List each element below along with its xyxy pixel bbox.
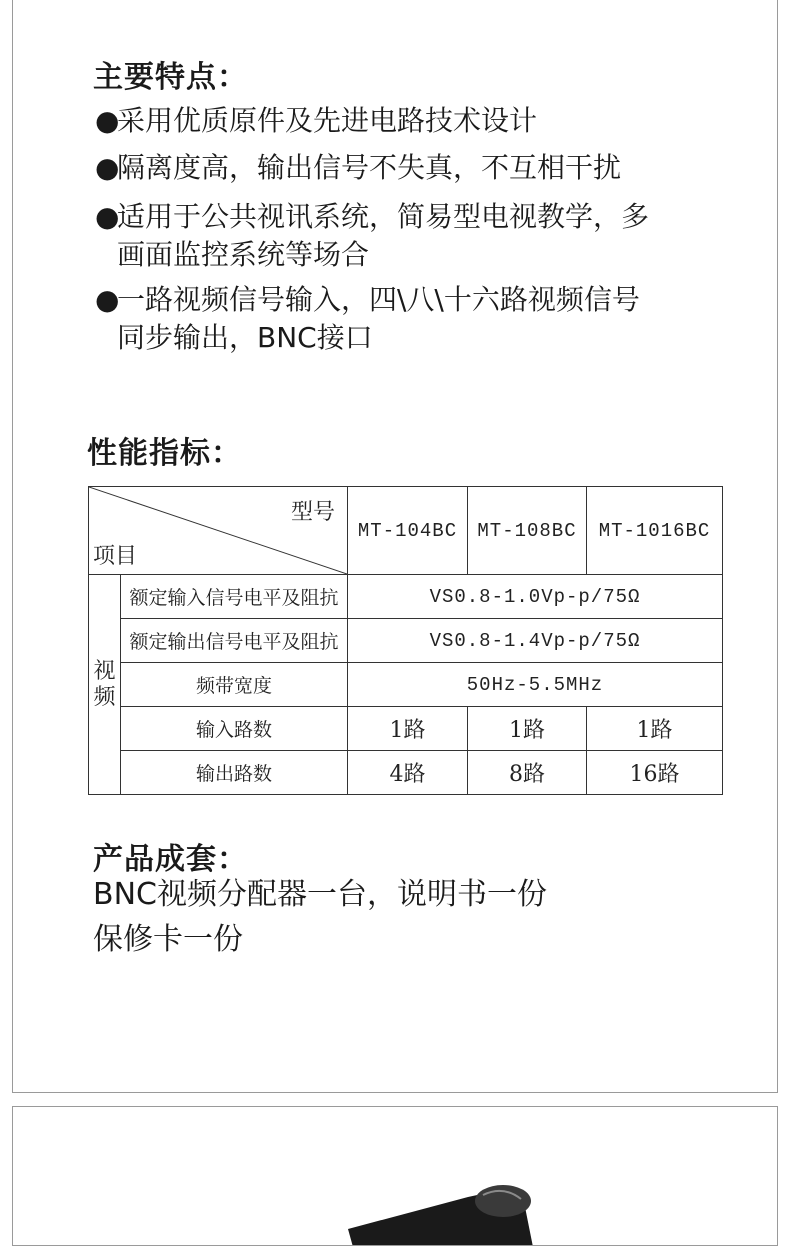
row-value: 50Hz-5.5MHz (348, 663, 723, 707)
package-title: 产品成套： (93, 842, 248, 877)
bullet-icon: ● (95, 104, 120, 137)
table-row (89, 619, 723, 663)
row-label: 输入路数 (121, 707, 348, 751)
features-title: 主要特点： (93, 60, 248, 95)
row-label: 频带宽度 (121, 663, 348, 707)
category-cell (89, 575, 121, 795)
table-row (89, 707, 723, 751)
row-label: 额定输入信号电平及阻抗 (121, 575, 348, 619)
row-value: 4路 (348, 751, 468, 795)
feature-text: 采用优质原件及先进电路技术设计 (117, 104, 538, 137)
row-value: 1路 (468, 707, 587, 751)
table-row (89, 575, 723, 619)
table-row (89, 751, 723, 795)
model-label: 型号 (290, 500, 335, 525)
category-label: 视频 (93, 658, 116, 710)
row-value: 8路 (468, 751, 587, 795)
spec-table (88, 486, 723, 795)
model-header: MT-104BC (348, 487, 468, 575)
package-line: BNC视频分配器一台，说明书一份 (93, 877, 547, 912)
table-header-row (89, 487, 723, 575)
model-header: MT-1016BC (587, 487, 723, 575)
row-label: 输出路数 (121, 751, 348, 795)
feature-text-continued: 同步输出，BNC接口 (117, 321, 373, 354)
row-value: 1路 (587, 707, 723, 751)
feature-text: 一路视频信号输入，四\八\十六路视频信号 (117, 283, 640, 316)
bullet-icon: ● (95, 283, 120, 316)
item-label: 项目 (93, 544, 138, 569)
row-value: VS0.8-1.4Vp-p/75Ω (348, 619, 723, 663)
row-value: VS0.8-1.0Vp-p/75Ω (348, 575, 723, 619)
bullet-icon: ● (95, 151, 120, 184)
product-image-panel (12, 1106, 778, 1246)
feature-item (95, 102, 537, 140)
table-row (89, 663, 723, 707)
package-line: 保修卡一份 (93, 922, 243, 957)
row-value: 1路 (348, 707, 468, 751)
feature-item (95, 198, 649, 274)
specs-title: 性能指标： (87, 436, 242, 471)
bullet-icon: ● (95, 200, 120, 233)
row-label: 额定输出信号电平及阻抗 (121, 619, 348, 663)
product-cylinder-image (13, 1107, 778, 1246)
feature-item (95, 281, 640, 357)
feature-text: 适用于公共视讯系统，简易型电视教学，多 (117, 200, 650, 233)
feature-text: 隔离度高，输出信号不失真，不互相干扰 (117, 151, 622, 184)
feature-item (95, 149, 621, 187)
feature-text-continued: 画面监控系统等场合 (117, 238, 370, 271)
header-diagonal-cell (89, 487, 348, 575)
row-value: 16路 (587, 751, 723, 795)
model-header: MT-108BC (468, 487, 587, 575)
